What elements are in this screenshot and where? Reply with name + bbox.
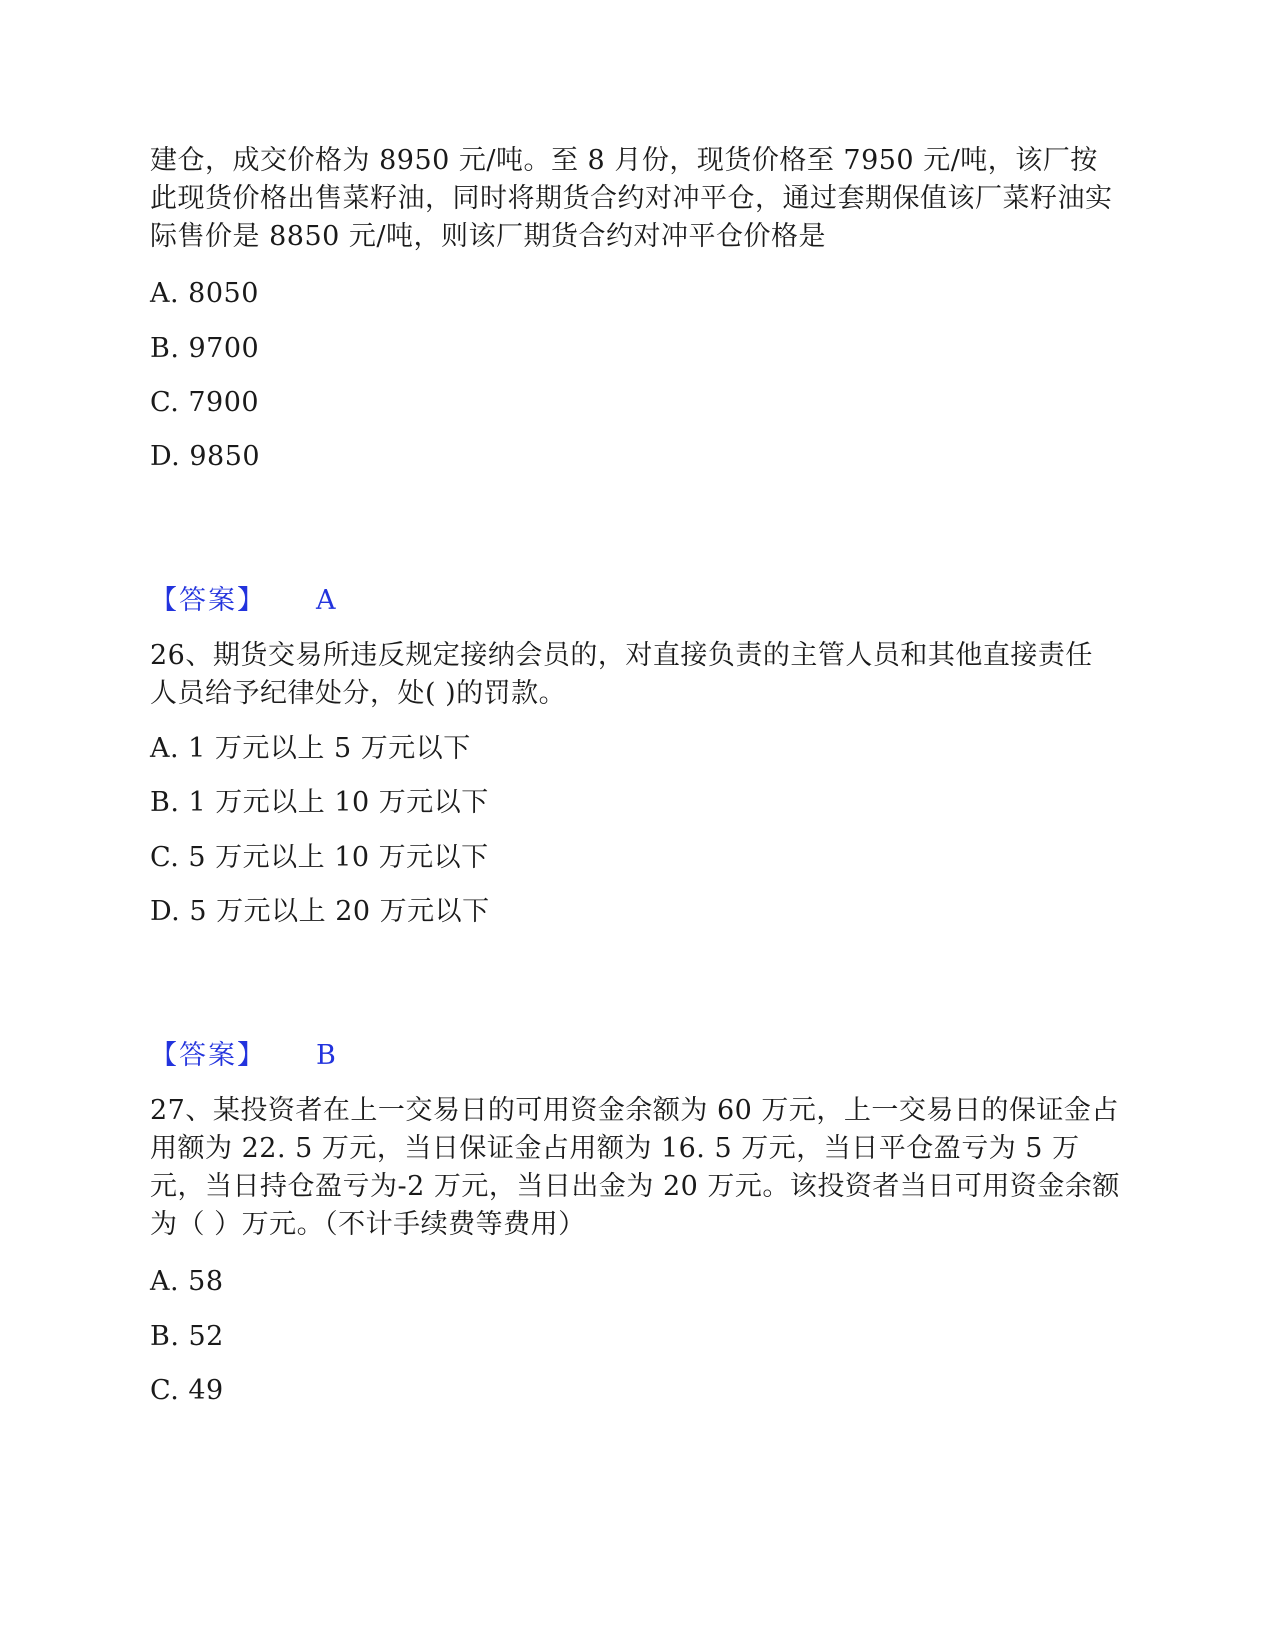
answer-value: A — [316, 585, 336, 616]
answer-label: 【答案】 — [150, 1040, 266, 1071]
question-26-option-d: D. 5 万元以上 20 万元以下 — [150, 896, 490, 927]
question-27-option-c: C. 49 — [150, 1375, 224, 1406]
answer-label: 【答案】 — [150, 585, 266, 616]
question-27-stem: 27、某投资者在上一交易日的可用资金余额为 60 万元，上一交易日的保证金占用额为 22. 5 万元，当日保证金占用额为 16. 5 万元，当日平仓盈亏为 5 万元，当日持仓盈亏为-2 万元，当日出金为 20 万元。该投资者当日可用资金余额为（ ）万元。（不计手续费等费用） — [150, 1095, 1120, 1240]
question-26-stem: 26、期货交易所违反规定接纳会员的，对直接负责的主管人员和其他直接责任人员给予纪律处分，处( )的罚款。 — [150, 640, 1093, 709]
question-25-option-a: A. 8050 — [150, 278, 259, 309]
question-27-option-b: B. 52 — [150, 1321, 224, 1352]
question-25-stem: 建仓，成交价格为 8950 元/吨。至 8 月份，现货价格至 7950 元/吨，该厂按此现货价格出售菜籽油，同时将期货合约对冲平仓，通过套期保值该厂菜籽油实际售价是 8850 元/吨，则该厂期货合约对冲平仓价格是 — [150, 145, 1113, 252]
question-27-option-a: A. 58 — [150, 1266, 224, 1297]
question-25-answer — [150, 582, 336, 620]
question-25-option-b: B. 9700 — [150, 333, 260, 364]
question-26-option-c: C. 5 万元以上 10 万元以下 — [150, 842, 489, 873]
question-26-answer — [150, 1037, 336, 1075]
question-25-option-d: D. 9850 — [150, 441, 261, 472]
question-26-option-a: A. 1 万元以上 5 万元以下 — [150, 733, 471, 764]
question-26-option-b: B. 1 万元以上 10 万元以下 — [150, 787, 489, 818]
question-25-option-c: C. 7900 — [150, 387, 260, 418]
answer-value: B — [316, 1040, 336, 1071]
